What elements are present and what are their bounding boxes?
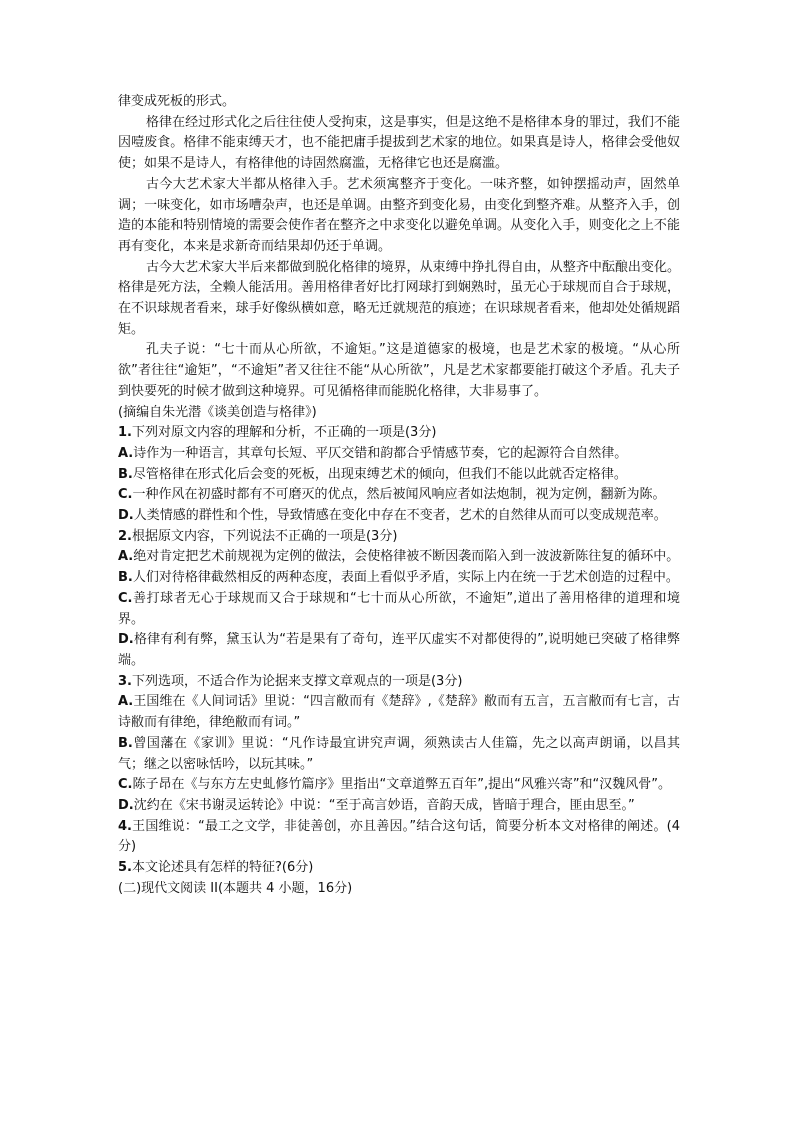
- option-label: A.: [118, 694, 134, 710]
- option-text: 陈子昂在《与东方左史虬修竹篇序》里指出“文章道弊五百年”,提出“风雅兴寄”和“汉魏风骨”。: [132, 777, 672, 793]
- option-text: 人们对待格律截然相反的两种态度，表面上看似乎矛盾，实际上内在统一于艺术创造的过程中。: [132, 570, 679, 586]
- option-label: C.: [118, 590, 133, 606]
- option-label: B.: [118, 570, 133, 586]
- question-number: 3.: [118, 673, 132, 689]
- option: [118, 775, 680, 796]
- option-label: D.: [118, 632, 134, 648]
- option-text: 绝对肯定把艺术前规视为定例的做法，会使格律被不断因袭而陷入到一波波新陈往复的循环中。: [133, 549, 680, 565]
- question-number: 5.: [118, 860, 132, 876]
- option: [118, 465, 680, 486]
- option: [118, 485, 680, 506]
- question-stem: [118, 423, 680, 444]
- option: [118, 692, 680, 733]
- option: [118, 589, 680, 630]
- option-label: C.: [118, 777, 133, 793]
- option-text: 沈约在《宋书谢灵运转论》中说：“至于高言妙语，音韵天成，皆暗于理合，匪由思至。”: [133, 797, 635, 813]
- option: [118, 734, 680, 775]
- question-text: 本文论述具有怎样的特征?(6分): [131, 860, 314, 876]
- option-label: B.: [118, 735, 133, 751]
- option-text: 一种作风在初盛时都有不可磨灭的优点，然后被闻风响应者如法炮制，视为定例，翻新为陈。: [132, 487, 666, 503]
- option-label: C.: [118, 487, 133, 503]
- question-4: [118, 817, 680, 858]
- option-text: 曾国藩在《家训》里说：“凡作诗最宜讲究声调，须熟读古人佳篇，先之以高声朗诵，以昌其气；继之以密咏恬吟，以玩其味。”: [118, 735, 680, 772]
- option-text: 王国维在《人间词话》里说：“四言敝而有《楚辞》,《楚辞》敝而有五言，五言敝而有七言，古诗敝而有律绝，律绝敝而有词。”: [118, 694, 680, 731]
- question-stem: [118, 817, 680, 858]
- passage-paragraph: 古今大艺术家大半都从格律入手。艺术须寓整齐于变化。一味齐整，如钟摆摇动声，固然单调；一味变化，如市场嘈杂声，也还是单调。由整齐到变化易，由变化到整齐难。从整齐入手，创造的本能和特别情境的需要会使作者在整齐之中求变化以避免单调。从变化入手，则变化之上不能再有变化，本来是求新奇而结果却仍还于单调。: [118, 176, 680, 254]
- option-text: 人类情感的群性和个性，导致情感在变化中存在不变者，艺术的自然律从而可以变成规范率。: [133, 508, 667, 524]
- question-number: 2.: [118, 528, 132, 544]
- question-5: [118, 858, 680, 879]
- option-label: B.: [118, 466, 133, 482]
- option-text: 尽管格律在形式化后会变的死板，出现束缚艺术的倾向，但我们不能以此就否定格律。: [132, 466, 627, 482]
- question-stem: [118, 527, 680, 548]
- question-stem: [118, 858, 680, 879]
- question-2: [118, 527, 680, 672]
- option-label: D.: [118, 797, 134, 813]
- question-stem: [118, 672, 680, 693]
- option-text: 善打球者无心于球规而又合于球规和“七十而从心所欲，不逾矩”,道出了善用格律的道理和境界。: [118, 590, 680, 627]
- option-label: A.: [118, 549, 134, 565]
- question-text: 下列对原文内容的理解和分析，不正确的一项是(3分): [131, 425, 437, 441]
- question-number: 4.: [118, 818, 132, 834]
- passage-paragraph: 孔夫子说：“七十而从心所欲，不逾矩。”这是道德家的极境，也是艺术家的极境。“从心所欲”者往往“逾矩”，“不逾矩”者又往往不能“从心所欲”，凡是艺术家都要能打破这个矛盾。孔夫子到快要死的时候才做到这种境界。可见循格律而能脱化格律，大非易事了。: [118, 342, 680, 399]
- option-label: A.: [118, 445, 134, 461]
- passage-paragraph: 律变成死板的形式。: [118, 94, 236, 109]
- passage-paragraph: 格律在经过形式化之后往往使人受拘束，这是事实，但是这绝不是格律本身的罪过，我们不能因噎废食。格律不能束缚天才，也不能把庸手提拔到艺术家的地位。如果真是诗人，格律会受他奴使；如果不是诗人，有格律他的诗固然腐滥，无格律它也还是腐滥。: [118, 114, 680, 172]
- option-text: 格律有利有弊，黛玉认为“若是果有了奇句，连平仄虚实不对都使得的”,说明她已突破了格律弊端。: [118, 632, 680, 668]
- option-text: 诗作为一种语言，其章句长短、平仄交错和韵都合乎情感节奏，它的起源符合自然律。: [133, 445, 628, 461]
- passage-source: (摘编自朱光潜《谈美创造与格律》): [118, 404, 317, 420]
- question-3: [118, 672, 680, 817]
- option: [118, 506, 680, 527]
- option: [118, 444, 680, 465]
- option: [118, 796, 680, 817]
- exam-page: [118, 92, 680, 899]
- question-text: 王国维说：“最工之文学，非徒善创，亦且善因。”结合这句话，简要分析本文对格律的阐述。(4 分): [118, 818, 680, 855]
- option: [118, 630, 680, 671]
- question-1: [118, 423, 680, 527]
- question-number: 1.: [118, 425, 132, 441]
- option-label: D.: [118, 508, 134, 524]
- passage-paragraph: 古今大艺术家大半后来都做到脱化格律的境界，从束缚中挣扎得自由，从整齐中酝酿出变化。格律是死方法，全赖人能活用。善用格律者好比打网球打到娴熟时，虽无心于球规而自合于球规，在不识球规者看来，球手好像纵横如意，略无迁就规范的痕迹；在识球规者看来，他却处处循规蹈矩。: [118, 259, 680, 337]
- option: [118, 568, 680, 589]
- section-heading: (二)现代文阅读 II(本题共 4 小题，16分): [118, 880, 353, 896]
- question-text: 下列选项，不适合作为论据来支撑文章观点的一项是(3分): [131, 673, 463, 689]
- option: [118, 547, 680, 568]
- question-text: 根据原文内容，下列说法不正确的一项是(3分): [131, 528, 398, 544]
